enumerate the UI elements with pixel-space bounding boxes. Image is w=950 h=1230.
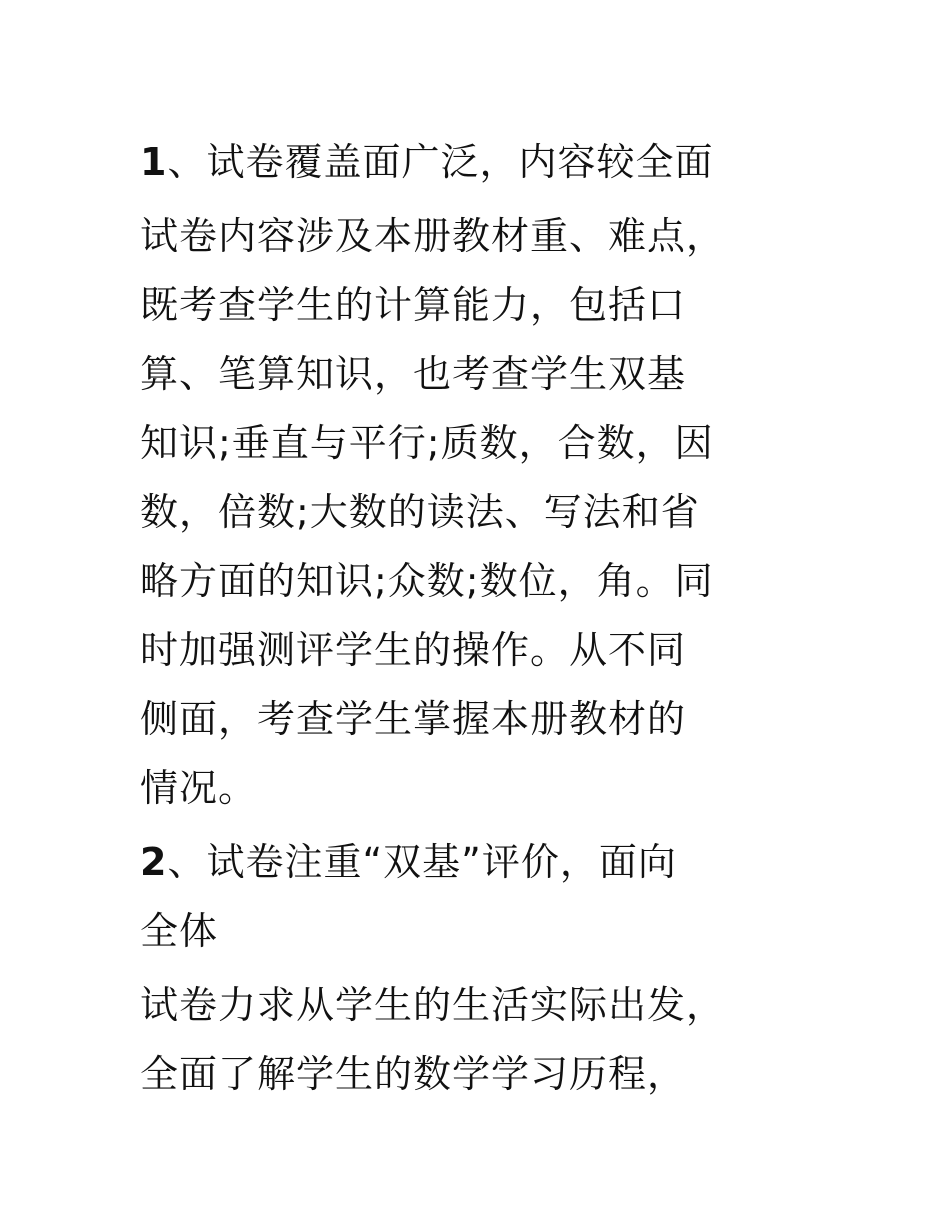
section-2-line: 全面了解学生的数学学习历程，: [140, 1052, 687, 1096]
section-1-body: [140, 202, 810, 823]
section-2-heading: [140, 828, 810, 966]
section-1-line: 时加强测评学生的操作。从不同: [140, 628, 687, 672]
section-1-line: 试卷内容涉及本册教材重、难点，: [140, 214, 726, 258]
section-2-number: 2: [140, 840, 168, 884]
section-2-heading-text: 、试卷注重“双基”评价，面向: [167, 840, 677, 884]
section-1-line: 算、笔算知识，也考查学生双基: [140, 352, 687, 396]
section-1-heading: [140, 128, 810, 197]
section-2-heading-text-cont: 全体: [140, 909, 219, 953]
document-page: [140, 128, 810, 1109]
section-1-number: 1: [140, 140, 168, 184]
section-1-line: 既考查学生的计算能力，包括口: [140, 283, 687, 327]
section-1-line: 略方面的知识;众数;数位，角。同: [140, 559, 714, 603]
section-1-line: 知识;垂直与平行;质数，合数，因: [140, 421, 714, 465]
section-1-line: 情况。: [140, 766, 258, 810]
section-1-line: 侧面，考查学生掌握本册教材的: [140, 697, 687, 741]
section-1-heading-text: 、试卷覆盖面广泛，内容较全面: [167, 140, 714, 184]
section-1-line: 数，倍数;大数的读法、写法和省: [140, 490, 700, 534]
section-2-line: 试卷力求从学生的生活实际出发，: [140, 983, 726, 1027]
section-2-body: [140, 971, 810, 1109]
